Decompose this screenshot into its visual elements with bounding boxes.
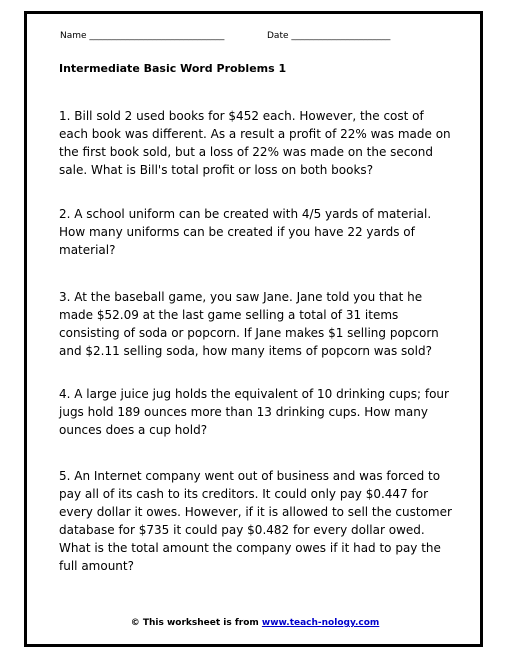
problem-line: the first book sold, but a loss of 22% was made on the second xyxy=(59,145,433,159)
problem-2 xyxy=(59,205,449,259)
problem-line: jugs hold 189 ounces more than 13 drinking cups. How many xyxy=(59,405,428,419)
problem-line: database for $735 it could pay $0.482 for every dollar owed. xyxy=(59,523,425,537)
problem-line: What is the total amount the company owes if it had to pay the xyxy=(59,541,441,555)
problem-line: 5. An Internet company went out of business and was forced to xyxy=(59,469,441,483)
worksheet-header xyxy=(60,30,391,42)
problem-line: each book was different. As a result a profit of 22% was made on xyxy=(59,127,451,141)
problem-1 xyxy=(59,107,449,179)
problem-line: ounces does a cup hold? xyxy=(59,423,208,437)
problem-line: and $2.11 selling soda, how many items of popcorn was sold? xyxy=(59,344,432,358)
problem-line: 2. A school uniform can be created with 4/5 yards of material. xyxy=(59,207,432,221)
footer-text: © This worksheet is from xyxy=(130,618,262,628)
footer-credit xyxy=(0,617,510,629)
problem-line: material? xyxy=(59,243,116,257)
worksheet-title: Intermediate Basic Word Problems 1 xyxy=(59,62,287,75)
problem-3 xyxy=(59,288,449,360)
problem-line: 3. At the baseball game, you saw Jane. Jane told you that he xyxy=(59,290,423,304)
problem-line: every dollar it owes. However, if it is allowed to sell the customer xyxy=(59,505,452,519)
name-field: Name ______________________________ xyxy=(60,31,225,41)
problem-line: 4. A large juice jug holds the equivalent of 10 drinking cups; four xyxy=(59,387,449,401)
problem-line: How many uniforms can be created if you have 22 yards of xyxy=(59,225,415,239)
problem-line: sale. What is Bill's total profit or loss on both books? xyxy=(59,163,374,177)
problem-line: 1. Bill sold 2 used books for $452 each. However, the cost of xyxy=(59,109,424,123)
date-field: Date ______________________ xyxy=(267,31,391,41)
problem-5 xyxy=(59,467,452,575)
problem-line: made $52.09 at the last game selling a total of 31 items xyxy=(59,308,399,322)
problem-line: consisting of soda or popcorn. If Jane makes $1 selling popcorn xyxy=(59,326,439,340)
problem-line: pay all of its cash to its creditors. It could only pay $0.447 for xyxy=(59,487,429,501)
problem-4 xyxy=(59,385,449,439)
problem-line: full amount? xyxy=(59,559,134,573)
footer-link[interactable]: www.teach-nology.com xyxy=(261,618,380,628)
